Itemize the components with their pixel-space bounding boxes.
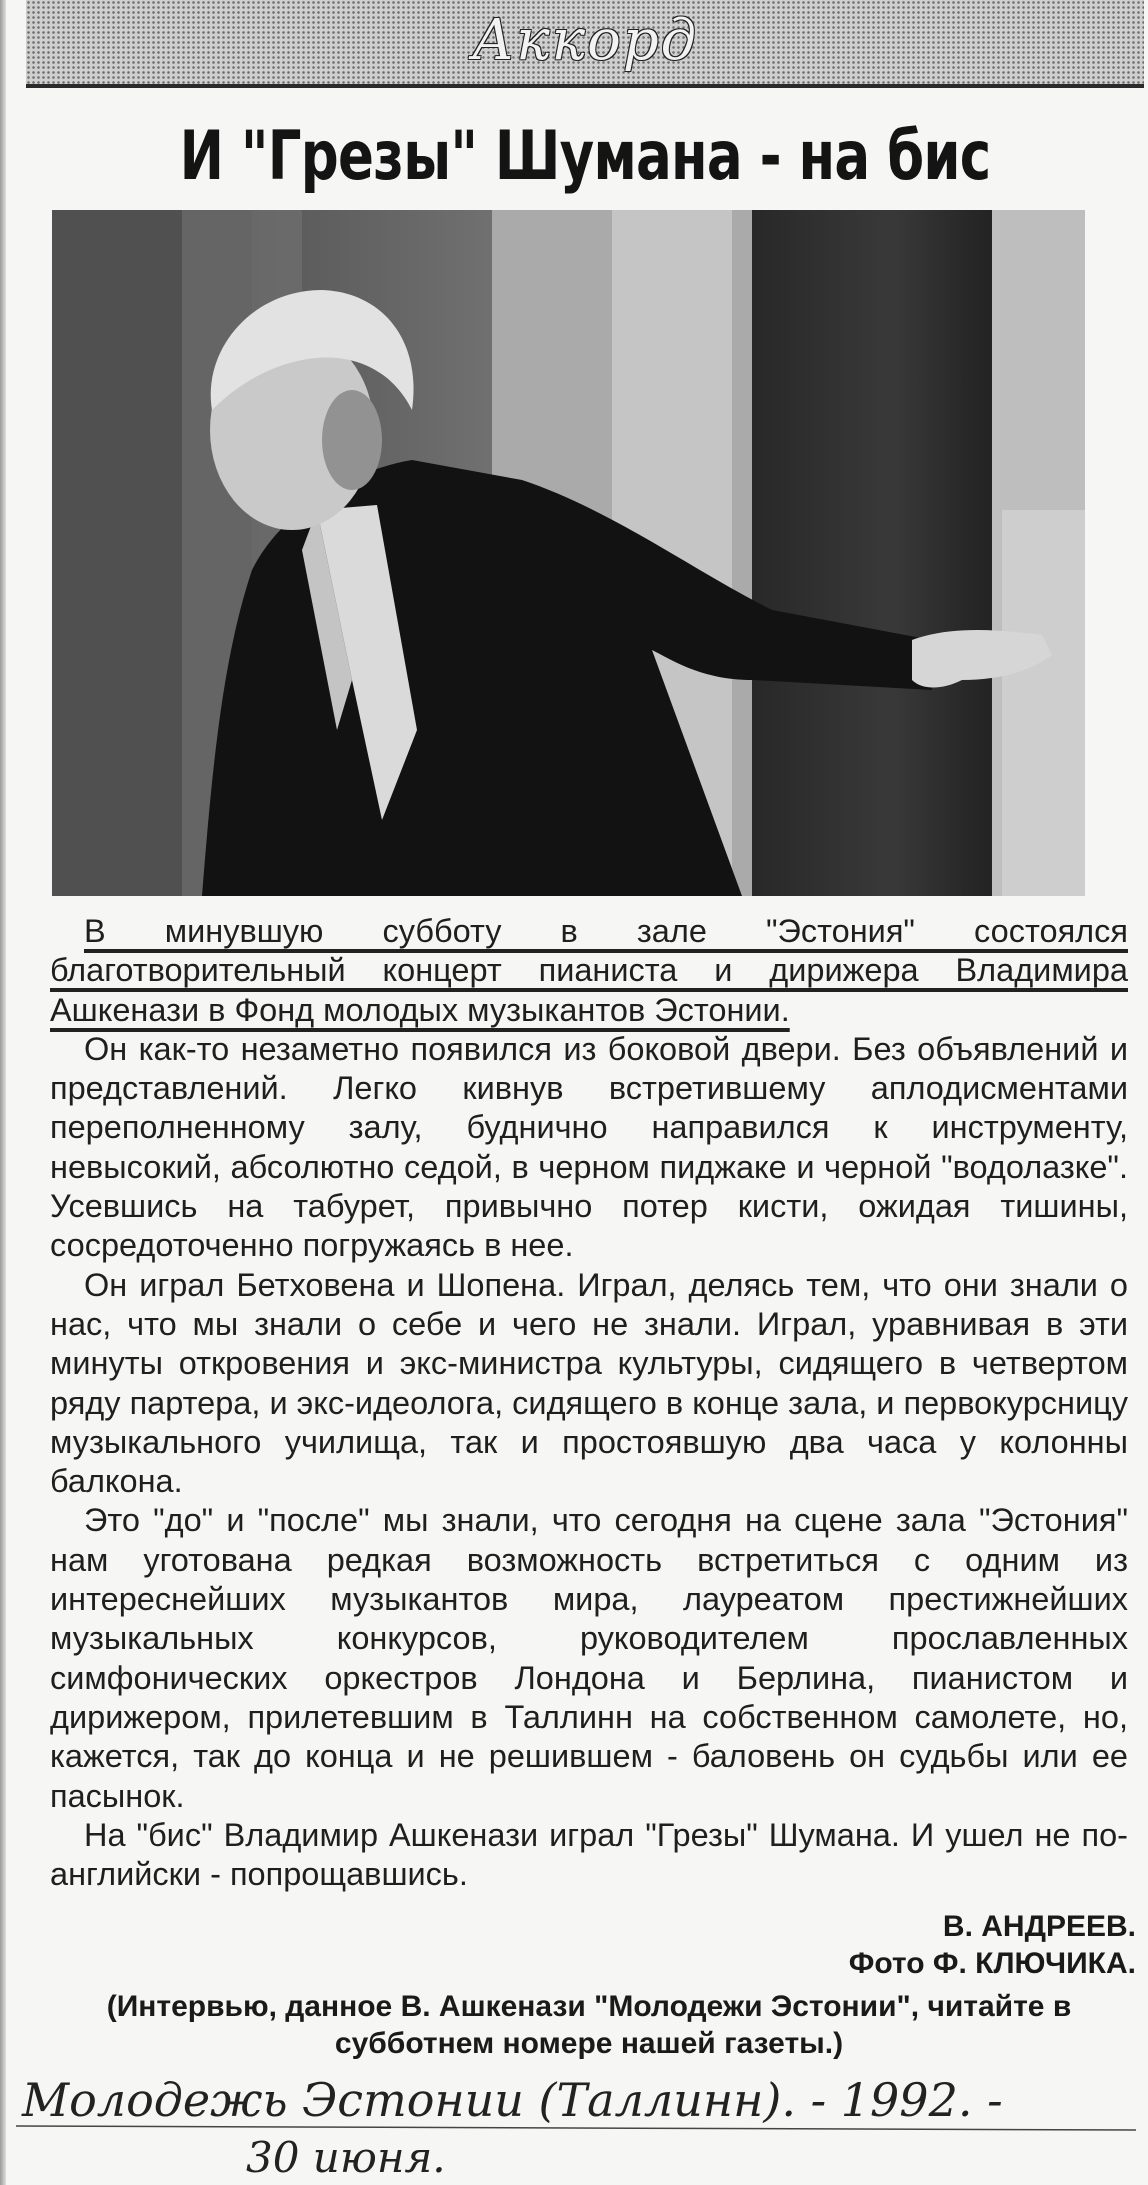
article-paragraph: Он играл Бетховена и Шопена. Играл, делясь тем, что они знали о нас, что мы знали о себе и чего не знали. Играл, уравнивая в эти минуты откровения и экс-министра культуры, сидящего в четвертом ряду партера, и экс-идеолога, сидящего в конце зала, и первокурсницу музыкального училища, так и простоявшую два часа у колонны балкона. <box>50 1266 1128 1500</box>
article-paragraph: Он как-то незаметно появился из боковой двери. Без объявлений и представлений. Легко кивнув встретившему аплодисментами переполненному залу, буднично направился к инструменту, невысокий, абсолютно седой, в черном пиджаке и черной "водолазке". Усевшись на табурет, привычно потер кисти, ожидая тишины, сосредоточенно погружаясь в нее. <box>50 1030 1128 1264</box>
article-lead: В минувшую субботу в зале "Эстония" состоялся благотворительный концерт пианиста и дирижера Владимира Ашкенази в Фонд молодых музыкантов Эстонии. <box>50 913 1128 1028</box>
article-signature <box>849 1908 1136 1982</box>
pianist-photo-illustration <box>52 210 1085 896</box>
handwritten-citation <box>16 2060 1136 2180</box>
author-name: В. АНДРЕЕВ. <box>942 1910 1136 1943</box>
article-paragraph: На "бис" Владимир Ашкенази играл "Грезы" Шумана. И ушел не по-английски - попрощавшись. <box>50 1816 1128 1893</box>
photo-credit: Фото Ф. КЛЮЧИКА. <box>848 1947 1136 1980</box>
scan-edge <box>0 0 6 2185</box>
article-photo <box>52 210 1085 896</box>
handwritten-date: 30 июня. <box>246 2133 446 2180</box>
interview-note: (Интервью, данное В. Ашкенази "Молодежи Эстонии", читайте в субботнем номере нашей газеты.) <box>106 1990 1072 2060</box>
article-body <box>50 912 1128 1894</box>
rubric-title: Аккорд <box>471 8 699 73</box>
article-paragraph: Это "до" и "после" мы знали, что сегодня на сцене зала "Эстония" нам уготована редкая возможность встретиться с одним из интереснейших музыкантов мира, лауреатом престижнейших музыкальных конкурсов, руководителем прославленных симфонических оркестров Лондона и Берлина, пианистом и дирижером, прилетевшим в Таллинн на собственном самолете, но, кажется, так до конца и не решившем - баловень он судьбы или ее пасынок. <box>50 1502 1128 1814</box>
handwritten-source: Молодежь Эстонии (Таллинн). - 1992. - <box>22 2073 1003 2127</box>
article-headline: И "Грезы" Шумана - на бис <box>179 117 991 196</box>
